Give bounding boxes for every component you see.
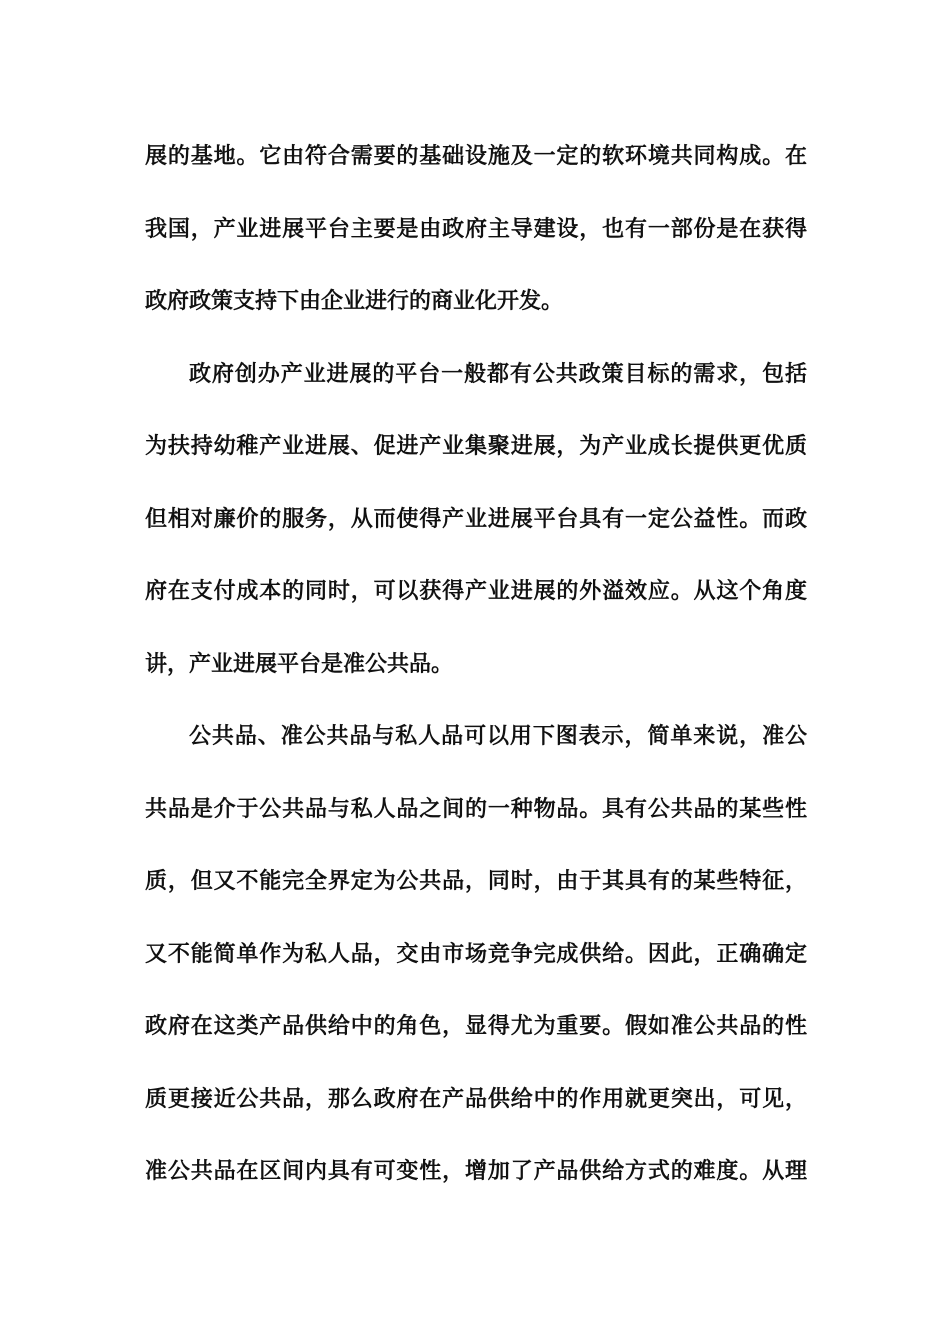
paragraph-3-line-7: 准公共品在区间内具有可变性，增加了产品供给方式的难度。从理 — [145, 1158, 807, 1184]
paragraph-3-line-1: 公共品、准公共品与私人品可以用下图表示，简单来说，准公 — [189, 723, 807, 749]
paragraph-2-line-2: 为扶持幼稚产业进展、促进产业集聚进展，为产业成长提供更优质 — [145, 433, 807, 459]
body-text — [145, 130, 807, 1218]
paragraph-3-line-2: 共品是介于公共品与私人品之间的一种物品。具有公共品的某些性 — [145, 795, 807, 822]
paragraph-1-line-2: 我国，产业进展平台主要是由政府主导建设，也有一部份是在获得 — [145, 215, 807, 242]
paragraph-3-line-4: 又不能简单作为私人品，交由市场竞争完成供给。因此，正确确定 — [145, 940, 807, 967]
paragraph-2-line-5: 讲，产业进展平台是准公共品。 — [145, 650, 454, 677]
paragraph-3-line-3: 质，但又不能完全界定为公共品，同时，由于其具有的某些特征， — [145, 868, 807, 894]
paragraph-2-line-1: 政府创办产业进展的平台一般都有公共政策目标的需求，包括 — [189, 360, 807, 387]
paragraph-1-line-3: 政府政策支持下由企业进行的商业化开发。 — [145, 288, 564, 314]
paragraph-1-line-1: 展的基地。它由符合需要的基础设施及一定的软环境共同构成。在 — [145, 143, 807, 169]
paragraph-3-line-6: 质更接近公共品，那么政府在产品供给中的作用就更突出，可见， — [145, 1085, 807, 1112]
paragraph-2-line-3: 但相对廉价的服务，从而使得产业进展平台具有一定公益性。而政 — [145, 505, 807, 532]
paragraph-3-line-5: 政府在这类产品供给中的角色，显得尤为重要。假如准公共品的性 — [145, 1013, 807, 1039]
paragraph-2-line-4: 府在支付成本的同时，可以获得产业进展的外溢效应。从这个角度 — [145, 578, 807, 604]
